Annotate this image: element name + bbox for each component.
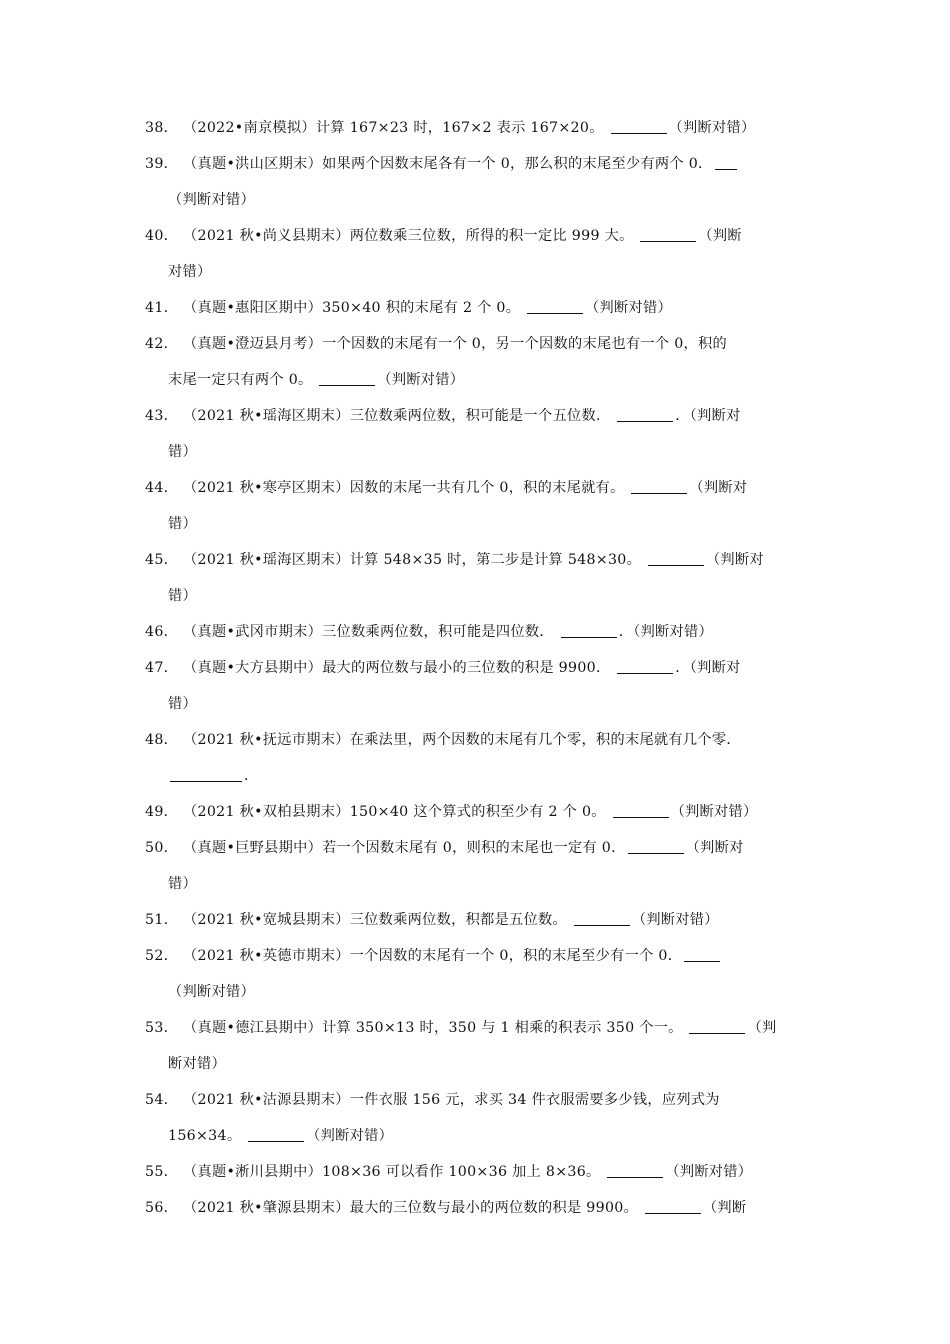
- question-number: 40．: [145, 228, 179, 244]
- question-source: （真题•武冈市期末）: [183, 624, 323, 640]
- question-source: （2022•南京模拟）: [183, 120, 316, 136]
- question-source: （真题•大方县期中）: [183, 660, 323, 676]
- question-50: [145, 830, 813, 902]
- question-text: 一件衣服 156 元，求买 34 件衣服需要多少钱，应列式为: [349, 1092, 720, 1108]
- question-source: （2021 秋•宽城县期末）: [183, 912, 350, 928]
- answer-blank[interactable]: [170, 765, 242, 782]
- question-text: 三位数乘两位数，积可能是四位数．: [322, 624, 554, 640]
- question-number: 54．: [145, 1092, 179, 1108]
- answer-blank[interactable]: [684, 945, 720, 962]
- answer-blank[interactable]: [613, 801, 669, 818]
- question-text: 最大的两位数与最小的三位数的积是 9900．: [322, 660, 611, 676]
- question-suffix: （判断对错）: [306, 1128, 394, 1144]
- question-number: 52．: [145, 948, 179, 964]
- question-continuation: 错）: [168, 588, 197, 604]
- question-source: （真题•德江县期中）: [183, 1020, 323, 1036]
- question-text: 若一个因数末尾有 0，则积的末尾也一定有 0．: [322, 840, 626, 856]
- question-number: 47．: [145, 660, 179, 676]
- answer-blank[interactable]: [248, 1125, 304, 1142]
- answer-blank[interactable]: [561, 621, 617, 638]
- question-source: （真题•巨野县期中）: [183, 840, 323, 856]
- question-text: 三位数乘两位数，积可能是一个五位数．: [349, 408, 611, 424]
- answer-blank[interactable]: [715, 153, 737, 170]
- question-suffix: （判断对错）: [631, 912, 719, 928]
- question-source: （2021 秋•双柏县期末）: [183, 804, 350, 820]
- question-suffix: （判断对: [685, 840, 744, 856]
- question-source: （真题•惠阳区期中）: [183, 300, 323, 316]
- question-number: 51．: [145, 912, 179, 928]
- question-continuation: 错）: [168, 696, 197, 712]
- question-suffix: ．（判断对错）: [618, 624, 714, 640]
- question-text: 三位数乘两位数，积都是五位数。: [349, 912, 568, 928]
- question-suffix: ．（判断对: [675, 660, 741, 676]
- question-55: [145, 1154, 813, 1190]
- answer-blank[interactable]: [617, 405, 673, 422]
- question-continuation: 156×34。: [168, 1128, 242, 1144]
- question-47: [145, 650, 813, 722]
- question-44: [145, 470, 813, 542]
- question-suffix: （判断对错）: [377, 372, 465, 388]
- question-source: （2021 秋•抚远市期末）: [183, 732, 350, 748]
- question-54: [145, 1082, 813, 1154]
- question-source: （2021 秋•沽源县期末）: [183, 1092, 350, 1108]
- answer-blank[interactable]: [319, 369, 375, 386]
- question-41: [145, 290, 813, 326]
- question-source: （真题•澄迈县月考）: [183, 336, 323, 352]
- question-text: 在乘法里，两个因数的末尾有几个零，积的末尾就有几个零．: [349, 732, 741, 748]
- question-number: 48．: [145, 732, 179, 748]
- question-source: （2021 秋•尚义县期末）: [183, 228, 350, 244]
- question-53: [145, 1010, 813, 1082]
- question-continuation: 错）: [168, 516, 197, 532]
- question-43: [145, 398, 813, 470]
- question-text: 两位数乘三位数，所得的积一定比 999 大。: [349, 228, 634, 244]
- answer-blank[interactable]: [631, 477, 687, 494]
- question-39: [145, 146, 813, 218]
- answer-blank[interactable]: [648, 549, 704, 566]
- question-continuation: （判断对错）: [168, 984, 255, 1000]
- question-number: 55．: [145, 1164, 179, 1180]
- question-source: （2021 秋•瑶海区期末）: [183, 552, 350, 568]
- question-number: 38．: [145, 120, 179, 136]
- question-text: 150×40 这个算式的积至少有 2 个 0。: [349, 804, 606, 820]
- answer-blank[interactable]: [527, 297, 583, 314]
- question-text: 108×36 可以看作 100×36 加上 8×36。: [322, 1164, 601, 1180]
- question-number: 46．: [145, 624, 179, 640]
- question-number: 45．: [145, 552, 179, 568]
- question-text: 最大的三位数与最小的两位数的积是 9900。: [349, 1200, 639, 1216]
- question-suffix: （判: [747, 1020, 777, 1036]
- answer-blank[interactable]: [617, 657, 673, 674]
- question-52: [145, 938, 813, 1010]
- question-number: 49．: [145, 804, 179, 820]
- question-continuation: 对错）: [168, 264, 212, 280]
- answer-blank[interactable]: [574, 909, 630, 926]
- answer-blank[interactable]: [645, 1197, 701, 1214]
- answer-blank[interactable]: [607, 1161, 663, 1178]
- question-continuation: （判断对错）: [168, 192, 255, 208]
- answer-blank[interactable]: [640, 225, 696, 242]
- question-suffix: （判断对: [689, 480, 748, 496]
- question-suffix: （判断: [702, 1200, 747, 1216]
- question-number: 39．: [145, 156, 179, 172]
- question-number: 43．: [145, 408, 179, 424]
- question-text: 计算 548×35 时，第二步是计算 548×30。: [349, 552, 642, 568]
- question-number: 44．: [145, 480, 179, 496]
- question-number: 56．: [145, 1200, 179, 1216]
- answer-blank[interactable]: [689, 1017, 745, 1034]
- question-51: [145, 902, 813, 938]
- question-continuation: 错）: [168, 444, 197, 460]
- question-source: （2021 秋•寒亭区期末）: [183, 480, 350, 496]
- question-text: 350×40 积的末尾有 2 个 0。: [322, 300, 521, 316]
- question-number: 53．: [145, 1020, 179, 1036]
- question-suffix: ．: [244, 768, 259, 784]
- question-suffix: （判断: [698, 228, 742, 244]
- question-suffix: （判断对错）: [585, 300, 672, 316]
- question-text: 因数的末尾一共有几个 0，积的末尾就有。: [349, 480, 625, 496]
- question-number: 50．: [145, 840, 179, 856]
- question-source: （真题•淅川县期中）: [183, 1164, 323, 1180]
- question-text: 一个因数的末尾有一个 0，积的末尾至少有一个 0．: [349, 948, 683, 964]
- question-source: （2021 秋•英德市期末）: [183, 948, 350, 964]
- question-continuation: 错）: [168, 876, 197, 892]
- question-45: [145, 542, 813, 614]
- question-56: [145, 1190, 813, 1226]
- question-text: 计算 350×13 时，350 与 1 相乘的积表示 350 个一。: [322, 1020, 683, 1036]
- question-suffix: （判断对: [705, 552, 764, 568]
- question-suffix: ．（判断对: [675, 408, 741, 424]
- question-number: 41．: [145, 300, 179, 316]
- question-42: [145, 326, 813, 398]
- question-46: [145, 614, 813, 650]
- question-suffix: （判断对错）: [668, 120, 756, 136]
- question-text: 如果两个因数末尾各有一个 0，那么积的末尾至少有两个 0．: [322, 156, 713, 172]
- question-text: 计算 167×23 时，167×2 表示 167×20。: [315, 120, 604, 136]
- question-49: [145, 794, 813, 830]
- question-source: （2021 秋•肇源县期末）: [183, 1200, 350, 1216]
- answer-blank[interactable]: [628, 837, 684, 854]
- question-source: （真题•洪山区期末）: [183, 156, 323, 172]
- question-suffix: （判断对错）: [665, 1164, 753, 1180]
- answer-blank[interactable]: [611, 117, 667, 134]
- question-suffix: （判断对错）: [670, 804, 758, 820]
- question-source: （2021 秋•瑶海区期末）: [183, 408, 350, 424]
- question-text: 一个因数的末尾有一个 0，另一个因数的末尾也有一个 0，积的: [322, 336, 728, 352]
- question-number: 42．: [145, 336, 179, 352]
- question-48: [145, 722, 813, 794]
- question-38: [145, 110, 813, 146]
- question-continuation: 末尾一定只有两个 0。: [168, 372, 313, 388]
- question-continuation: 断对错）: [168, 1056, 226, 1072]
- question-40: [145, 218, 813, 290]
